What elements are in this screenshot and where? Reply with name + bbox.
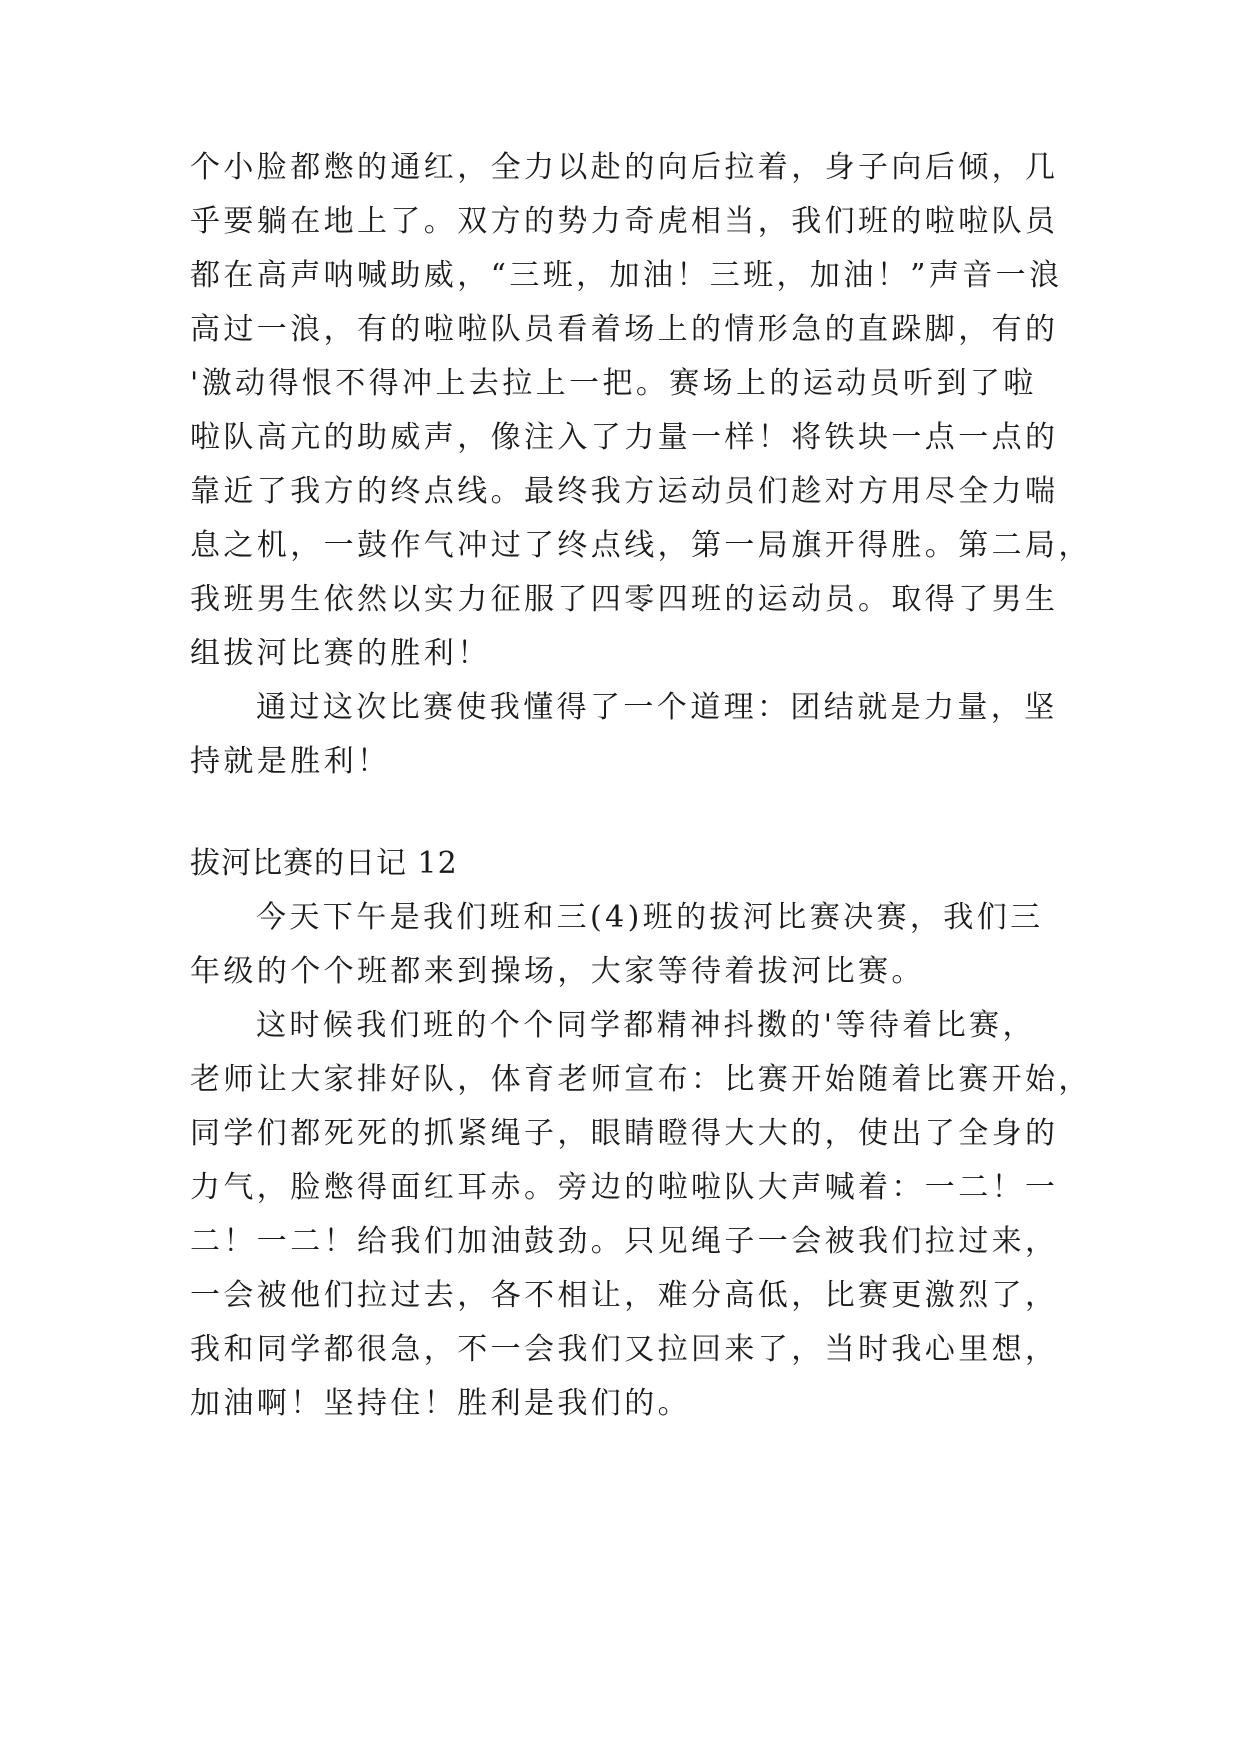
text-line: 我班男生依然以实力征服了四零四班的运动员。取得了男生: [190, 582, 1059, 617]
text-line: '激动得恨不得冲上去拉上一把。赛场上的运动员听到了啦: [190, 366, 1037, 401]
text-line: 这时候我们班的个个同学都精神抖擞的'等待着比赛，: [256, 1008, 1036, 1043]
text-line: 年级的个个班都来到操场，大家等待着拔河比赛。: [190, 954, 925, 989]
text-line: 力气，脸憋得面红耳赤。旁边的啦啦队大声喊着：一二！一: [190, 1170, 1059, 1205]
text-line: 持就是胜利！: [190, 744, 391, 779]
text-line: 组拔河比赛的胜利！: [190, 636, 491, 671]
text-line: 通过这次比赛使我懂得了一个道理：团结就是力量，坚: [256, 690, 1058, 725]
text-line: 加油啊！坚持住！胜利是我们的。: [190, 1386, 691, 1421]
text-line: 同学们都死死的抓紧绳子，眼睛瞪得大大的，使出了全身的: [190, 1116, 1059, 1151]
text-line: 今天下午是我们班和三(4)班的拔河比赛决赛，我们三: [256, 900, 1044, 935]
text-line: 乎要躺在地上了。双方的势力奇虎相当，我们班的啦啦队员: [190, 204, 1059, 239]
text-line: 一会被他们拉过去，各不相让，难分高低，比赛更激烈了，: [190, 1278, 1059, 1313]
text-line: 息之机，一鼓作气冲过了终点线，第一局旗开得胜。第二局，: [190, 528, 1092, 563]
text-line: 都在高声呐喊助威，“三班，加油！三班，加油！”声音一浪: [190, 258, 1063, 293]
text-line: 个小脸都憋的通红，全力以赴的向后拉着，身子向后倾，几: [190, 150, 1059, 185]
text-line: 二！一二！给我们加油鼓劲。只见绳子一会被我们拉过来，: [190, 1224, 1059, 1259]
text-line: 靠近了我方的终点线。最终我方运动员们趁对方用尽全力喘: [190, 474, 1059, 509]
section-title: 拔河比赛的日记 12: [190, 846, 458, 881]
text-line: 我和同学都很急，不一会我们又拉回来了，当时我心里想，: [190, 1332, 1059, 1367]
text-line: 老师让大家排好队，体育老师宣布：比赛开始随着比赛开始，: [190, 1062, 1092, 1097]
text-line: 高过一浪，有的啦啦队员看着场上的情形急的直跺脚，有的: [190, 312, 1059, 347]
text-line: 啦队高亢的助威声，像注入了力量一样！将铁块一点一点的: [190, 420, 1059, 455]
